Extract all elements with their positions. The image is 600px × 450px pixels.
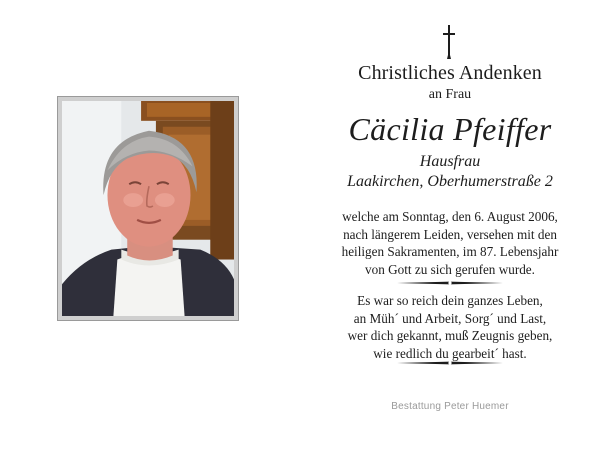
cross-icon [442,25,456,59]
poem-line: an Müh´ und Arbeit, Sorg´ und Last, [353,310,547,326]
poem-line: Es war so reich dein ganzes Leben, [357,293,543,308]
heading: Christliches Andenken [358,62,542,84]
poem-line: wie redlich du gearbeit´ hast. [373,345,527,361]
poem [300,292,600,362]
ornament-divider [397,360,503,366]
deceased-name: Cäcilia Pfeiffer [348,111,552,147]
portrait-frame [57,96,239,321]
death-notice-line: nach längerem Leiden, versehen mit den [343,226,557,242]
death-notice-line: welche am Sonntag, den 6. August 2006, [342,209,558,224]
death-notice-line: von Gott zu sich gerufen wurde. [365,261,535,277]
occupation: Hausfrau [419,153,481,170]
address: Laakirchen, Oberhumerstraße 2 [347,173,553,190]
funeral-home-credit: Bestattung Peter Huemer [391,401,509,412]
death-notice-line: heiligen Sakramenten, im 87. Lebensjahr [341,244,559,259]
ornament-divider [397,280,503,286]
memorial-text [300,0,600,450]
poem-line: wer dich gekannt, muß Zeugnis geben, [347,328,553,343]
death-notice [300,208,600,278]
salutation: an Frau [428,87,472,102]
portrait-photo [62,101,234,316]
portrait-illustration [62,101,234,316]
